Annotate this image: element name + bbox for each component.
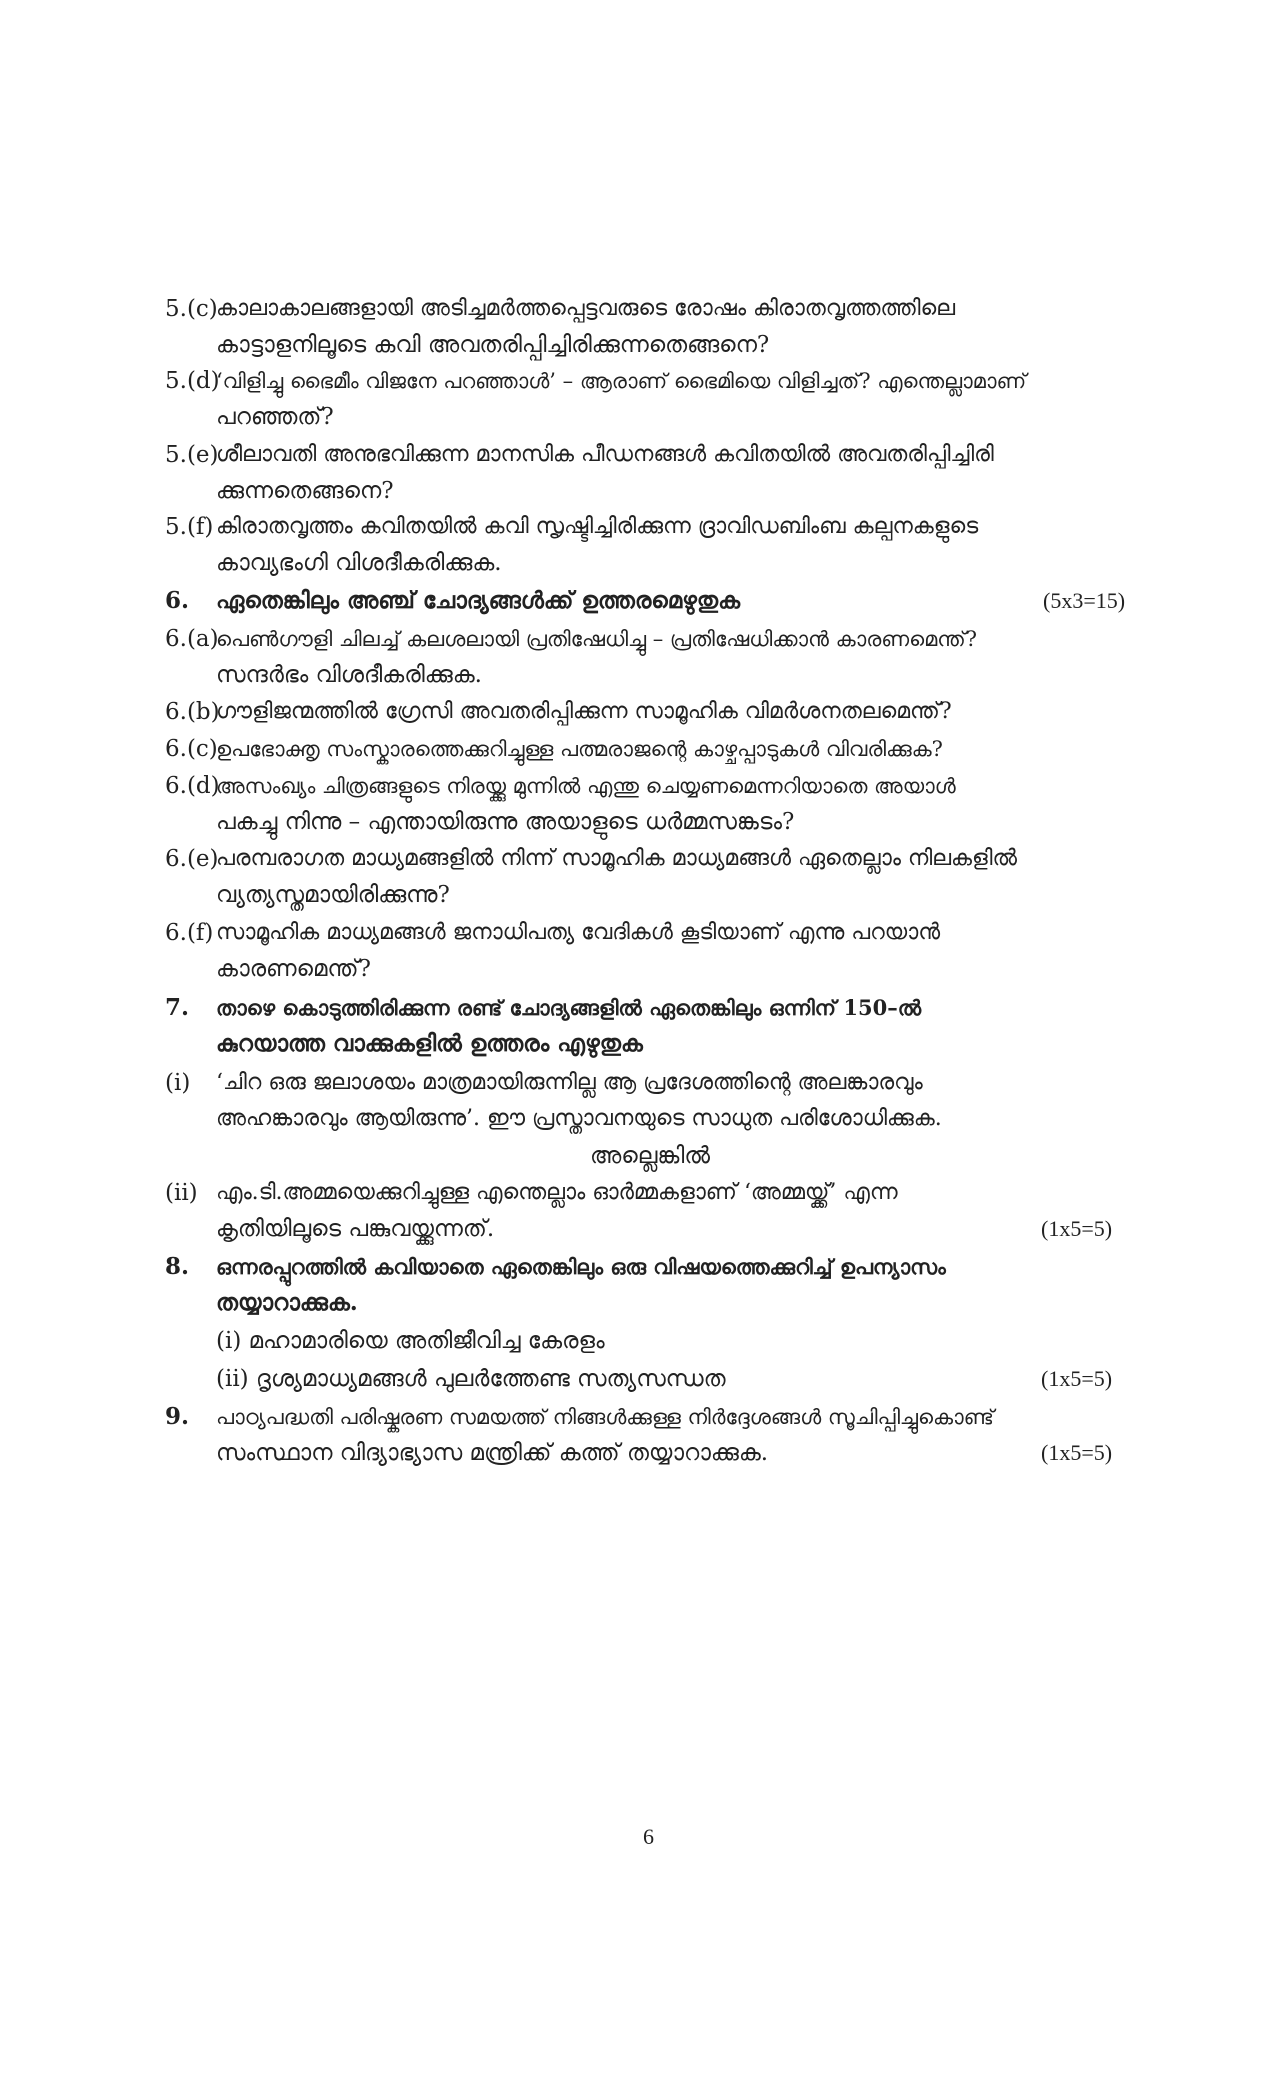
page-number: 6: [643, 1824, 654, 1849]
q7i-number: (i): [165, 1070, 191, 1096]
q6d-line1: അസംഖ്യം ചിത്രങ്ങളുടെ നിരയ്ക്കു മുന്നിൽ എന്തു ചെയ്യണമെന്നറിയാതെ അയാൾ: [216, 774, 956, 798]
q5f-line2: കാവ്യഭംഗി വിശദീകരിക്കുക.: [216, 550, 502, 576]
q6-number: 6.: [165, 587, 190, 614]
q6e-line1: പരമ്പരാഗത മാധ്യമങ്ങളിൽ നിന്ന് സാമൂഹിക മാധ്യമങ്ങൾ ഏതെല്ലാം നിലകളിൽ: [216, 846, 1018, 871]
q7-number: 7.: [165, 994, 190, 1021]
q5f-line1: കിരാതവൃത്തം കവിതയിൽ കവി സൃഷ്ടിച്ചിരിക്കുന്ന ദ്രാവിഡബിംബ കല്പനകളുടെ: [216, 514, 979, 539]
q7-line1: താഴെ കൊടുത്തിരിക്കുന്ന രണ്ട് ചോദ്യങ്ങളിൽ ഏതെങ്കിലും ഒന്നിന് 150–ൽ: [216, 995, 922, 1020]
q6e-line2: വ്യത്യസ്തമായിരിക്കുന്നു?: [216, 882, 450, 908]
q6b-number: 6.(b): [165, 699, 220, 725]
q7ii-line2: കൃതിയിലൂടെ പങ്കുവയ്ക്കുന്നത്.: [216, 1216, 495, 1242]
q7i-line2: അഹങ്കാരവും ആയിരുന്നു’. ഈ പ്രസ്താവനയുടെ സാധുത പരിശോധിക്കുക.: [216, 1106, 942, 1131]
q5d-number: 5.(d): [165, 368, 220, 394]
q9-number: 9.: [165, 1403, 190, 1430]
q8-marks: (1x5=5): [1041, 1366, 1113, 1391]
q6b-line1: ഗൗളിജന്മത്തിൽ ഗ്രേസി അവതരിപ്പിക്കുന്ന സാമൂഹിക വിമർശനതലമെന്ത്?: [216, 699, 952, 724]
q8-line2: തയ്യാറാക്കുക.: [216, 1289, 358, 1316]
q6-marks: (5x3=15): [1043, 588, 1126, 613]
q8-number: 8.: [165, 1253, 190, 1280]
q6c-number: 6.(c): [165, 736, 218, 762]
q6a-line2: സന്ദർഭം വിശദീകരിക്കുക.: [216, 662, 482, 688]
q5d-line1: ‘വിളിച്ചു ഭൈമീം വിജനേ പറഞ്ഞാൾ’ – ആരാണ് ഭൈമിയെ വിളിച്ചത്? എന്തെല്ലാമാണ്: [216, 369, 1027, 393]
q6d-number: 6.(d): [165, 773, 220, 799]
q7-or: അല്ലെങ്കിൽ: [590, 1143, 710, 1169]
q7-marks: (1x5=5): [1041, 1216, 1113, 1241]
q6d-line2: പകച്ചു നിന്നു – എന്തായിരുന്നു അയാളുടെ ധർമ്മസങ്കടം?: [216, 809, 795, 835]
q6a-line1: പെൺഗൗളി ചിലച്ച് കലശലായി പ്രതിഷേധിച്ചു – പ്രതിഷേധിക്കാൻ കാരണമെന്ത്?: [216, 627, 978, 651]
q6f-line1: സാമൂഹിക മാധ്യമങ്ങൾ ജനാധിപത്യ വേദികൾ കൂടിയാണ് എന്നു പറയാൻ: [216, 920, 941, 945]
q8-option-ii: (ii) ദൃശ്യമാധ്യമങ്ങൾ പുലർത്തേണ്ട സത്യസന്ധത: [216, 1366, 726, 1392]
q6f-line2: കാരണമെന്ത്?: [216, 956, 371, 982]
q5f-number: 5.(f): [165, 514, 214, 540]
q6f-number: 6.(f): [165, 920, 214, 946]
q5e-number: 5.(e): [165, 442, 219, 468]
q7i-line1: ‘ചിറ ഒരു ജലാശയം മാത്രമായിരുന്നില്ല ആ പ്രദേശത്തിന്റെ അലങ്കാരവും: [216, 1070, 923, 1095]
q6c-line1: ഉപഭോക്തൃ സംസ്കാരത്തെക്കുറിച്ചുള്ള പത്മരാജന്റെ കാഴ്ചപ്പാടുകൾ വിവരിക്കുക?: [216, 737, 943, 761]
q5c-line1: കാലാകാലങ്ങളായി അടിച്ചമർത്തപ്പെട്ടവരുടെ രോഷം കിരാതവൃത്തത്തിലെ: [216, 296, 956, 321]
q7ii-line1: എം.ടി.അമ്മയെക്കുറിച്ചുള്ള എന്തെല്ലാം ഓർമ്മകളാണ് ‘അമ്മയ്ക്ക്’ എന്ന: [216, 1180, 898, 1205]
q5e-line2: ക്കുന്നതെങ്ങനെ?: [216, 478, 394, 504]
q7ii-number: (ii): [165, 1180, 198, 1206]
q5d-line2: പറഞ്ഞത്?: [216, 404, 334, 430]
q6-heading: ഏതെങ്കിലും അഞ്ച് ചോദ്യങ്ങൾക്ക് ഉത്തരമെഴുതുക: [216, 587, 741, 614]
q9-line2: സംസ്ഥാന വിദ്യാഭ്യാസ മന്ത്രിക്ക് കത്ത് തയ്യാറാക്കുക.: [216, 1440, 769, 1466]
q6e-number: 6.(e): [165, 846, 219, 872]
q6a-number: 6.(a): [165, 626, 219, 652]
q5c-line2: കാട്ടാളനിലൂടെ കവി അവതരിപ്പിച്ചിരിക്കുന്നതെങ്ങനെ?: [216, 332, 770, 358]
q9-line1: പാഠ്യപദ്ധതി പരിഷ്കരണ സമയത്ത് നിങ്ങൾക്കുള്ള നിർദ്ദേശങ്ങൾ സൂചിപ്പിച്ചുകൊണ്ട്: [216, 1405, 994, 1429]
q5e-line1: ശീലാവതി അനുഭവിക്കുന്ന മാനസിക പീഡനങ്ങൾ കവിതയിൽ അവതരിപ്പിച്ചിരി: [216, 442, 994, 467]
q5c-number: 5.(c): [165, 296, 218, 322]
q8-option-i: (i) മഹാമാരിയെ അതിജീവിച്ച കേരളം: [216, 1328, 605, 1354]
q8-line1: ഒന്നരപ്പുറത്തിൽ കവിയാതെ ഏതെങ്കിലും ഒരു വിഷയത്തെക്കുറിച്ച് ഉപന്യാസം: [216, 1254, 946, 1279]
q7-line2: കുറയാത്ത വാക്കുകളിൽ ഉത്തരം എഴുതുക: [216, 1030, 643, 1057]
q9-marks: (1x5=5): [1041, 1440, 1113, 1465]
